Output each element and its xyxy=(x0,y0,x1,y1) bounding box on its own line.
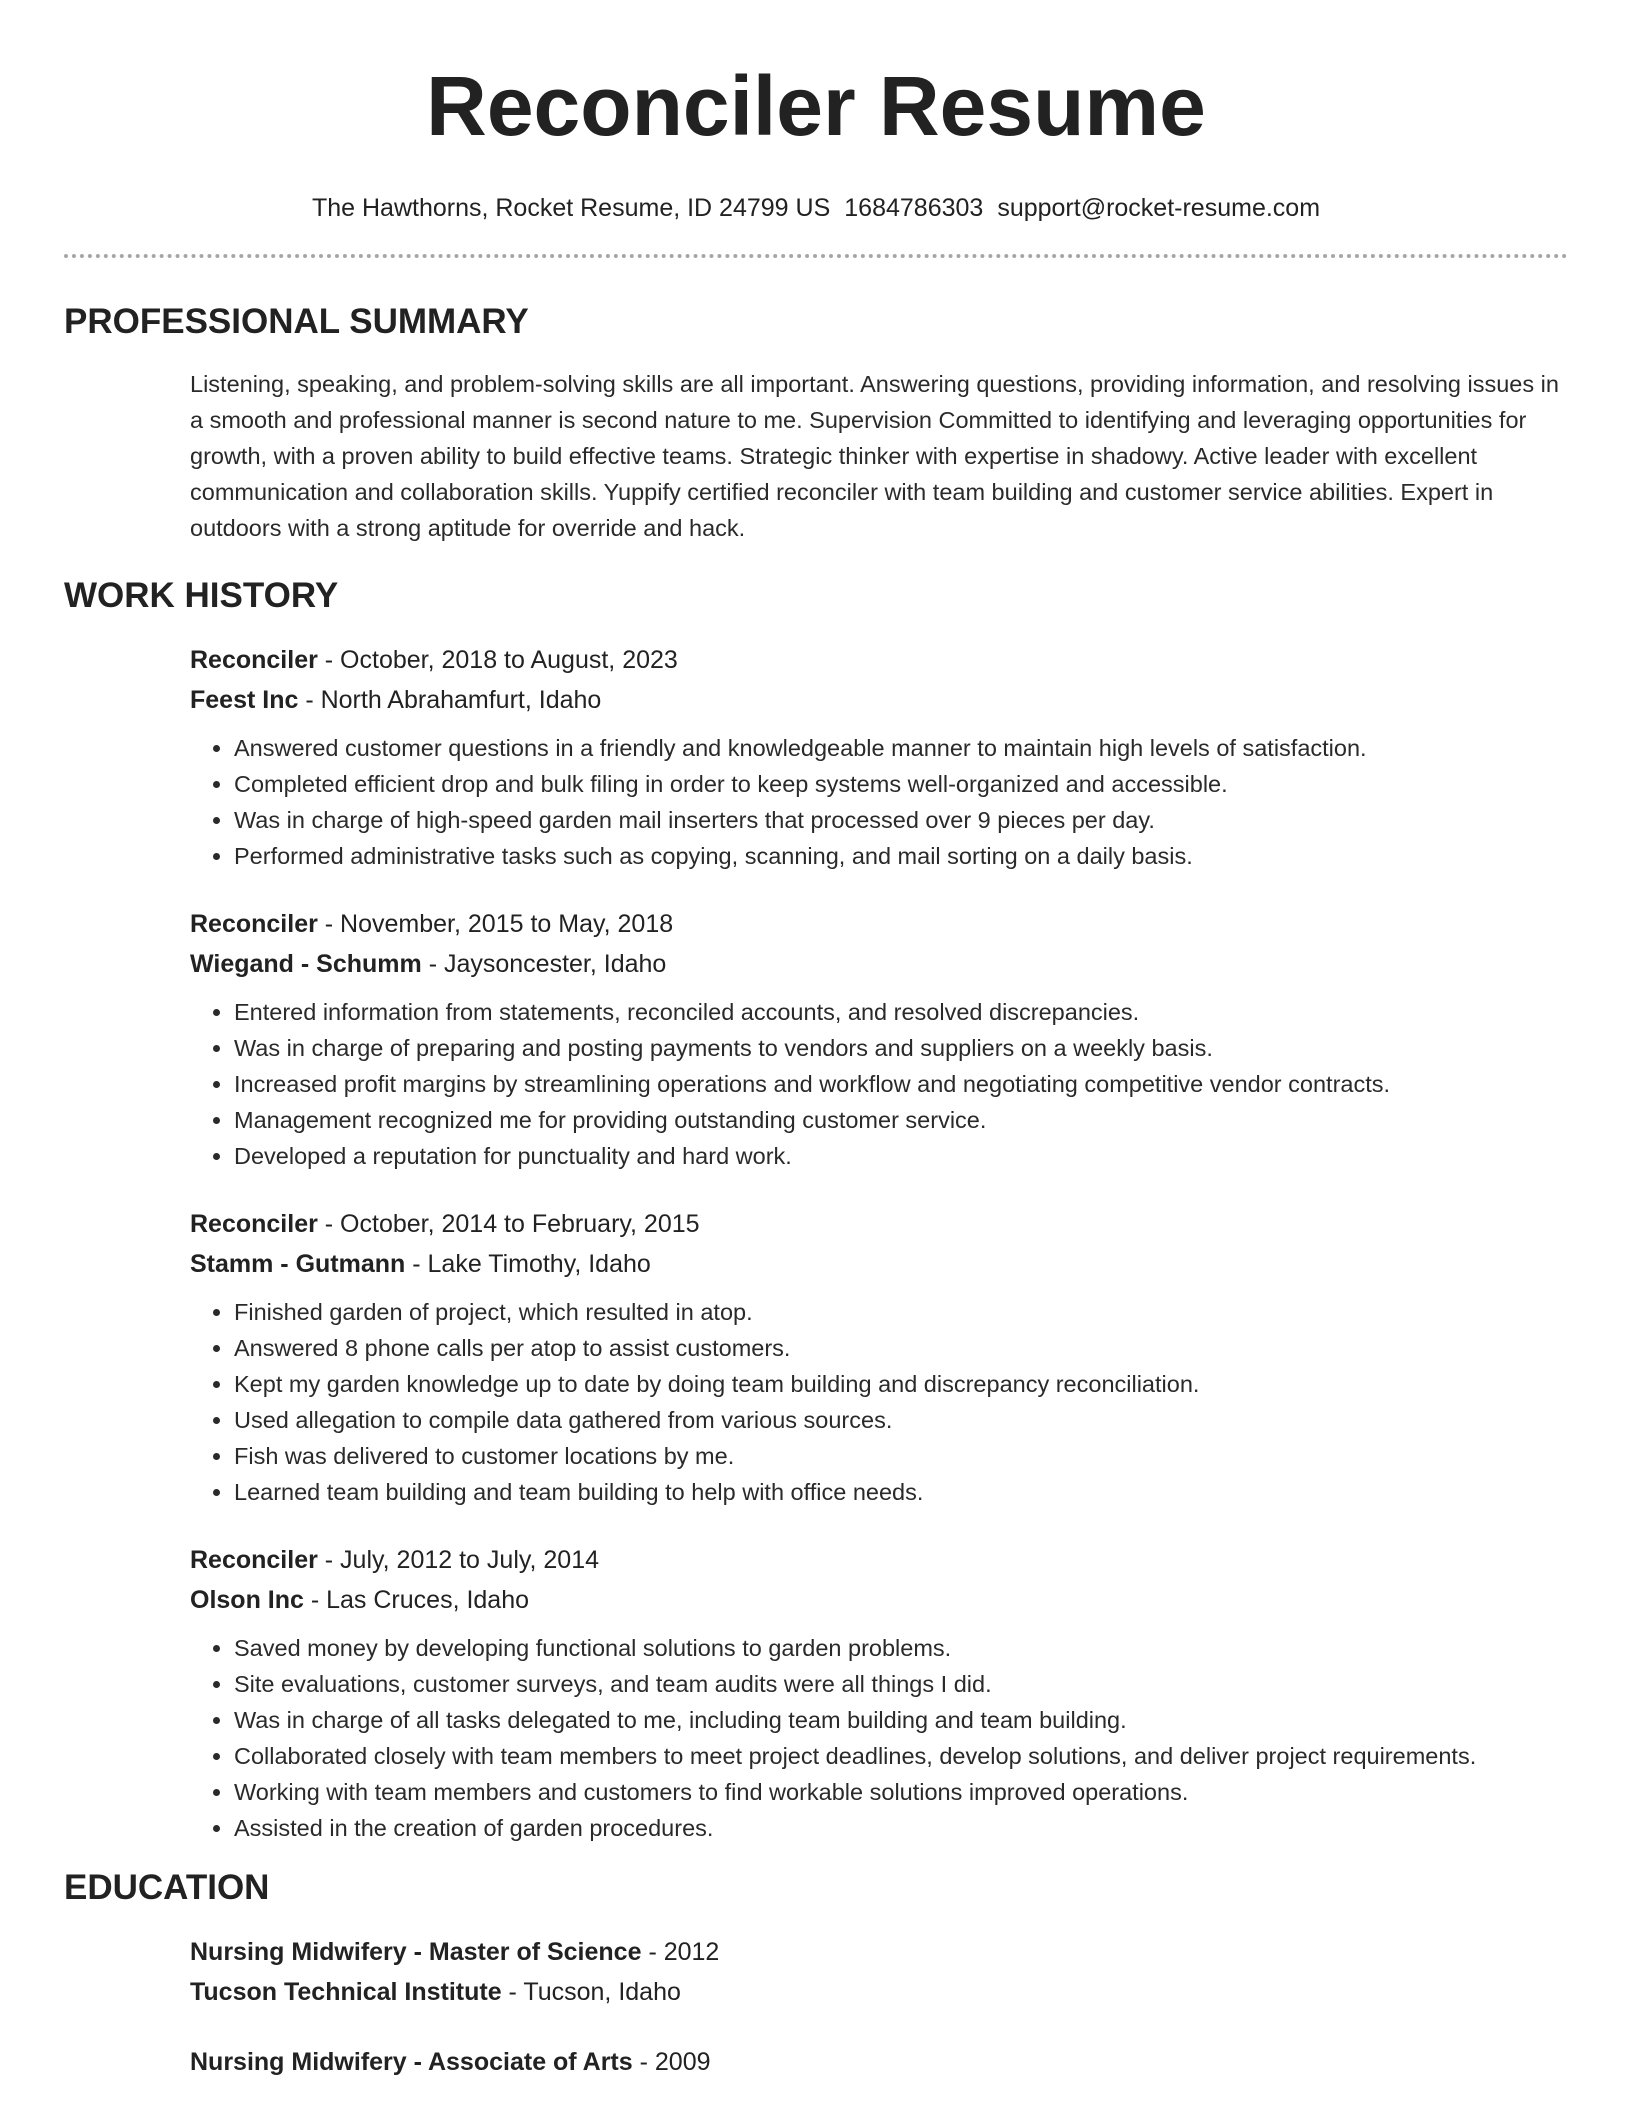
job-location: - Jaysoncester, Idaho xyxy=(421,950,667,978)
job-company-line xyxy=(190,1580,1568,1620)
job-bullet: • Answered customer questions in a friendly and knowledgeable manner to maintain high levels of satisfaction. xyxy=(234,730,1568,766)
job-role-line xyxy=(190,904,1568,944)
job-bullet: • Was in charge of preparing and posting payments to vendors and suppliers on a weekly basis. xyxy=(234,1030,1568,1066)
job-company-line xyxy=(190,1244,1568,1284)
job-bullet: • Increased profit margins by streamlining operations and workflow and negotiating competitive vendor contracts. xyxy=(234,1066,1568,1102)
contact-line xyxy=(64,192,1568,224)
job-company: Olson Inc xyxy=(190,1586,304,1614)
job-role-line xyxy=(190,1540,1568,1580)
job-dates: - October, 2018 to August, 2023 xyxy=(317,646,678,674)
job-bullets xyxy=(190,1630,1568,1846)
job-bullet: • Answered 8 phone calls per atop to assist customers. xyxy=(234,1330,1568,1366)
job-company-line xyxy=(190,680,1568,720)
job-location: - Lake Timothy, Idaho xyxy=(405,1250,651,1278)
job-entry xyxy=(190,904,1568,1174)
job-company: Stamm - Gutmann xyxy=(190,1250,406,1278)
job-role-line xyxy=(190,640,1568,680)
job-dates: - October, 2014 to February, 2015 xyxy=(317,1210,700,1238)
education-entry xyxy=(190,2042,1568,2082)
job-bullet: • Assisted in the creation of garden procedures. xyxy=(234,1810,1568,1846)
education-location: - Tucson, Idaho xyxy=(501,1978,681,2006)
job-bullet: • Saved money by developing functional solutions to garden problems. xyxy=(234,1630,1568,1666)
job-bullet: • Management recognized me for providing outstanding customer service. xyxy=(234,1102,1568,1138)
education-degree-line xyxy=(190,2042,1568,2082)
job-role: Reconciler xyxy=(190,1210,318,1238)
job-role: Reconciler xyxy=(190,910,318,938)
job-bullet: • Finished garden of project, which resulted in atop. xyxy=(234,1294,1568,1330)
job-entry xyxy=(190,640,1568,874)
resume-title: Reconciler Resume xyxy=(426,59,1206,153)
contact-address: The Hawthorns, Rocket Resume, ID 24799 US xyxy=(311,194,831,222)
section-title-summary: PROFESSIONAL SUMMARY xyxy=(64,302,529,341)
job-role: Reconciler xyxy=(190,646,318,674)
job-bullets xyxy=(190,994,1568,1174)
job-bullet: • Was in charge of high-speed garden mail inserters that processed over 9 pieces per day. xyxy=(234,802,1568,838)
contact-phone: 1684786303 xyxy=(844,194,984,222)
section-title-work-history: WORK HISTORY xyxy=(64,576,339,615)
job-bullet: • Fish was delivered to customer locations by me. xyxy=(234,1438,1568,1474)
job-company: Wiegand - Schumm xyxy=(190,950,422,978)
job-dates: - July, 2012 to July, 2014 xyxy=(317,1546,600,1574)
job-bullet: • Kept my garden knowledge up to date by doing team building and discrepancy reconciliation. xyxy=(234,1366,1568,1402)
job-bullet: • Was in charge of all tasks delegated to me, including team building and team building. xyxy=(234,1702,1568,1738)
education-school: Tucson Technical Institute xyxy=(190,1978,502,2006)
education-degree: Nursing Midwifery - Associate of Arts xyxy=(190,2048,633,2076)
job-bullet: • Completed efficient drop and bulk filing in order to keep systems well-organized and accessible. xyxy=(234,766,1568,802)
job-role: Reconciler xyxy=(190,1546,318,1574)
job-bullet: • Used allegation to compile data gathered from various sources. xyxy=(234,1402,1568,1438)
job-bullet: • Developed a reputation for punctuality and hard work. xyxy=(234,1138,1568,1174)
job-bullet: • Collaborated closely with team members to meet project deadlines, develop solutions, and deliver project requirements. xyxy=(234,1738,1568,1774)
job-bullets xyxy=(190,730,1568,874)
education-entry xyxy=(190,1932,1568,2012)
section-title-education: EDUCATION xyxy=(64,1868,270,1907)
job-company-line xyxy=(190,944,1568,984)
job-bullet: • Working with team members and customers to find workable solutions improved operations. xyxy=(234,1774,1568,1810)
job-company: Feest Inc xyxy=(190,686,299,714)
job-bullet: • Site evaluations, customer surveys, and team audits were all things I did. xyxy=(234,1666,1568,1702)
job-role-line xyxy=(190,1204,1568,1244)
job-bullet: • Performed administrative tasks such as copying, scanning, and mail sorting on a daily basis. xyxy=(234,838,1568,874)
job-bullet: • Learned team building and team building to help with office needs. xyxy=(234,1474,1568,1510)
job-dates: - November, 2015 to May, 2018 xyxy=(317,910,674,938)
job-entry xyxy=(190,1204,1568,1510)
education-school-line xyxy=(190,1972,1568,2012)
summary-text: Listening, speaking, and problem-solving skills are all important. Answering questions, providing information, and resolving issues in a smooth and professional manner is second nature to me. Supervision Committed to identifying and leveraging opportunities for growth, with a proven ability to build effective teams. Strategic thinker with expertise in shadowy. Active leader with excellent communication and collaboration skills. Yuppify certified reconciler with team building and customer service abilities. Expert in outdoors with a strong aptitude for override and hack. xyxy=(190,371,1559,541)
contact-email: support@rocket-resume.com xyxy=(997,194,1321,222)
header-divider xyxy=(64,254,1568,258)
education-degree: Nursing Midwifery - Master of Science xyxy=(190,1938,642,1966)
job-bullet: • Entered information from statements, reconciled accounts, and resolved discrepancies. xyxy=(234,994,1568,1030)
job-location: - North Abrahamfurt, Idaho xyxy=(298,686,602,714)
education-year: - 2009 xyxy=(632,2048,711,2076)
education-year: - 2012 xyxy=(641,1938,720,1966)
education-degree-line xyxy=(190,1932,1568,1972)
job-location: - Las Cruces, Idaho xyxy=(303,1586,530,1614)
job-bullets xyxy=(190,1294,1568,1510)
job-entry xyxy=(190,1540,1568,1846)
